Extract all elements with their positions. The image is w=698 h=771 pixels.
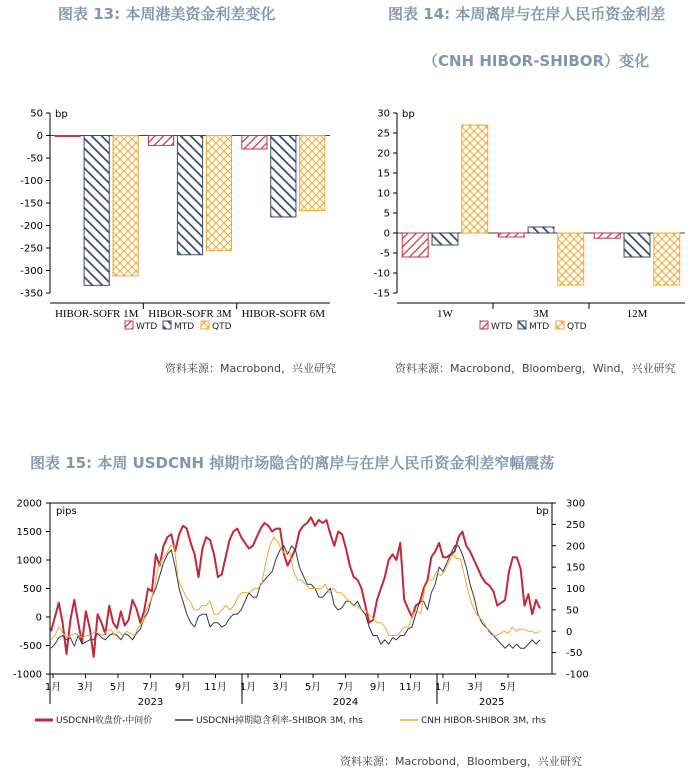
- y-tick-label: 0: [36, 131, 43, 142]
- y-tick-label: 0: [383, 228, 390, 240]
- bar-wtd: [402, 233, 428, 257]
- bar-mtd: [528, 227, 554, 233]
- y-tick-label: 20: [377, 148, 390, 160]
- y-right-tick-label: 150: [566, 562, 586, 574]
- x-tick-label: 5月: [499, 682, 517, 693]
- chart3-plot: [0, 490, 698, 735]
- x-tick-label: 7月: [142, 682, 159, 693]
- x-tick-label: 11月: [204, 682, 227, 693]
- y-tick-label: -100: [20, 176, 43, 187]
- x-tick-label: 11月: [399, 682, 422, 693]
- x-tick-label: 3月: [77, 682, 94, 693]
- category-label: HIBOR-SOFR 6M: [241, 308, 326, 320]
- y-tick-label: 5: [383, 208, 390, 220]
- x-tick-label: 1月: [434, 682, 452, 693]
- x-tick-label: 5月: [109, 682, 127, 693]
- chart3-title: 图表 15: 本周 USDCNH 掉期市场隐含的离岸与在岸人民币资金利差窄幅震荡: [30, 454, 555, 472]
- y-tick-label: 15: [377, 168, 390, 180]
- y-tick-label: -150: [20, 198, 43, 210]
- y-right-unit: bp: [536, 506, 549, 517]
- y-tick-label: 50: [30, 108, 43, 120]
- legend-label: WTD: [491, 322, 513, 332]
- y-left-unit: pips: [56, 506, 77, 517]
- chart1-title: 图表 13: 本周港美资金利差变化: [58, 5, 276, 23]
- legend-swatch: [163, 321, 171, 329]
- chart2-plot: [350, 95, 695, 340]
- year-label: 2023: [137, 697, 164, 708]
- y-unit-label: bp: [402, 109, 415, 120]
- x-tick-label: 3月: [272, 682, 289, 693]
- y-right-tick-label: -100: [566, 669, 589, 681]
- y-left-tick-label: 0: [35, 612, 42, 624]
- y-tick-label: -15: [373, 288, 390, 300]
- y-tick-label: -300: [20, 266, 43, 277]
- legend-label: MTD: [529, 322, 550, 332]
- legend-swatch: [480, 321, 488, 329]
- bar-wtd: [55, 136, 80, 137]
- y-tick-label: 25: [377, 128, 390, 140]
- y-tick-label: 30: [377, 108, 390, 120]
- chart2-title-line2: （CNH HIBOR-SHIBOR）变化: [423, 52, 650, 70]
- chart2-source: 资料来源：Macrobond，Bloomberg，Wind，兴业研究: [395, 362, 676, 375]
- y-right-tick-label: 0: [566, 626, 573, 638]
- legend-label: QTD: [567, 322, 587, 332]
- y-left-tick-label: 500: [22, 584, 42, 595]
- y-right-tick-label: -50: [566, 648, 583, 660]
- y-tick-label: -250: [20, 243, 43, 255]
- y-left-tick-label: 1500: [16, 527, 42, 538]
- y-right-tick-label: 100: [566, 584, 586, 595]
- y-tick-label: -350: [20, 288, 43, 300]
- y-left-tick-label: -500: [19, 641, 42, 652]
- x-tick-label: 1月: [239, 682, 257, 693]
- y-left-tick-label: 1000: [16, 555, 42, 567]
- bar-mtd: [84, 136, 109, 286]
- y-tick-label: -5: [380, 248, 390, 260]
- y-tick-label: -50: [26, 153, 43, 165]
- legend-label: USDCNH收盘价-中间价: [56, 716, 153, 726]
- y-right-tick-label: 200: [566, 541, 586, 553]
- legend-swatch: [125, 321, 133, 329]
- chart1-source: 资料来源：Macrobond，兴业研究: [165, 362, 336, 375]
- bar-qtd: [462, 125, 488, 233]
- category-label: 1W: [437, 308, 453, 320]
- x-tick-label: 5月: [304, 682, 322, 693]
- year-label: 2024: [332, 697, 359, 708]
- bar-qtd: [558, 233, 584, 285]
- bar-wtd: [498, 233, 524, 237]
- bar-mtd: [432, 233, 458, 245]
- category-label: HIBOR-SOFR 1M: [54, 308, 139, 320]
- y-left-tick-label: -1000: [12, 669, 42, 681]
- chart2-title: 图表 14: 本周离岸与在岸人民币资金利差: [388, 5, 666, 23]
- bar-wtd: [242, 136, 267, 150]
- year-label: 2025: [479, 697, 505, 708]
- x-tick-label: 1月: [44, 682, 62, 693]
- y-right-tick-label: 300: [566, 498, 586, 510]
- y-tick-label: 10: [377, 188, 390, 200]
- legend-swatch: [518, 321, 526, 329]
- bar-qtd: [300, 136, 325, 211]
- bar-qtd: [654, 233, 680, 285]
- chart1-plot: [0, 95, 340, 340]
- legend-label: USDCNH掉期隐含利率-SHIBOR 3M, rhs: [196, 716, 363, 726]
- x-tick-label: 7月: [337, 682, 354, 693]
- legend-label: WTD: [136, 322, 158, 332]
- category-label: 12M: [626, 308, 648, 320]
- bar-wtd: [594, 233, 620, 238]
- bar-qtd: [113, 136, 138, 276]
- bar-mtd: [177, 136, 202, 255]
- y-unit-label: bp: [55, 109, 68, 120]
- x-tick-label: 9月: [369, 682, 387, 693]
- legend-label: QTD: [212, 322, 232, 332]
- y-tick-label: -200: [20, 221, 43, 232]
- x-tick-label: 9月: [174, 682, 192, 693]
- bar-mtd: [624, 233, 650, 257]
- legend-swatch: [201, 321, 209, 329]
- legend-swatch: [556, 321, 564, 329]
- bar-wtd: [148, 136, 173, 146]
- legend-label: CNH HIBOR-SHIBOR 3M, rhs: [421, 716, 546, 726]
- y-right-tick-label: 50: [566, 605, 579, 617]
- category-label: HIBOR-SOFR 3M: [148, 308, 232, 320]
- bar-qtd: [206, 136, 231, 251]
- y-left-tick-label: 2000: [16, 498, 42, 510]
- category-label: 3M: [533, 308, 549, 320]
- x-tick-label: 3月: [467, 682, 484, 693]
- bar-mtd: [271, 136, 296, 217]
- y-tick-label: -10: [373, 268, 390, 280]
- legend-label: MTD: [174, 322, 195, 332]
- chart3-source: 资料来源：Macrobond，Bloomberg，兴业研究: [340, 755, 582, 768]
- y-right-tick-label: 250: [566, 519, 586, 531]
